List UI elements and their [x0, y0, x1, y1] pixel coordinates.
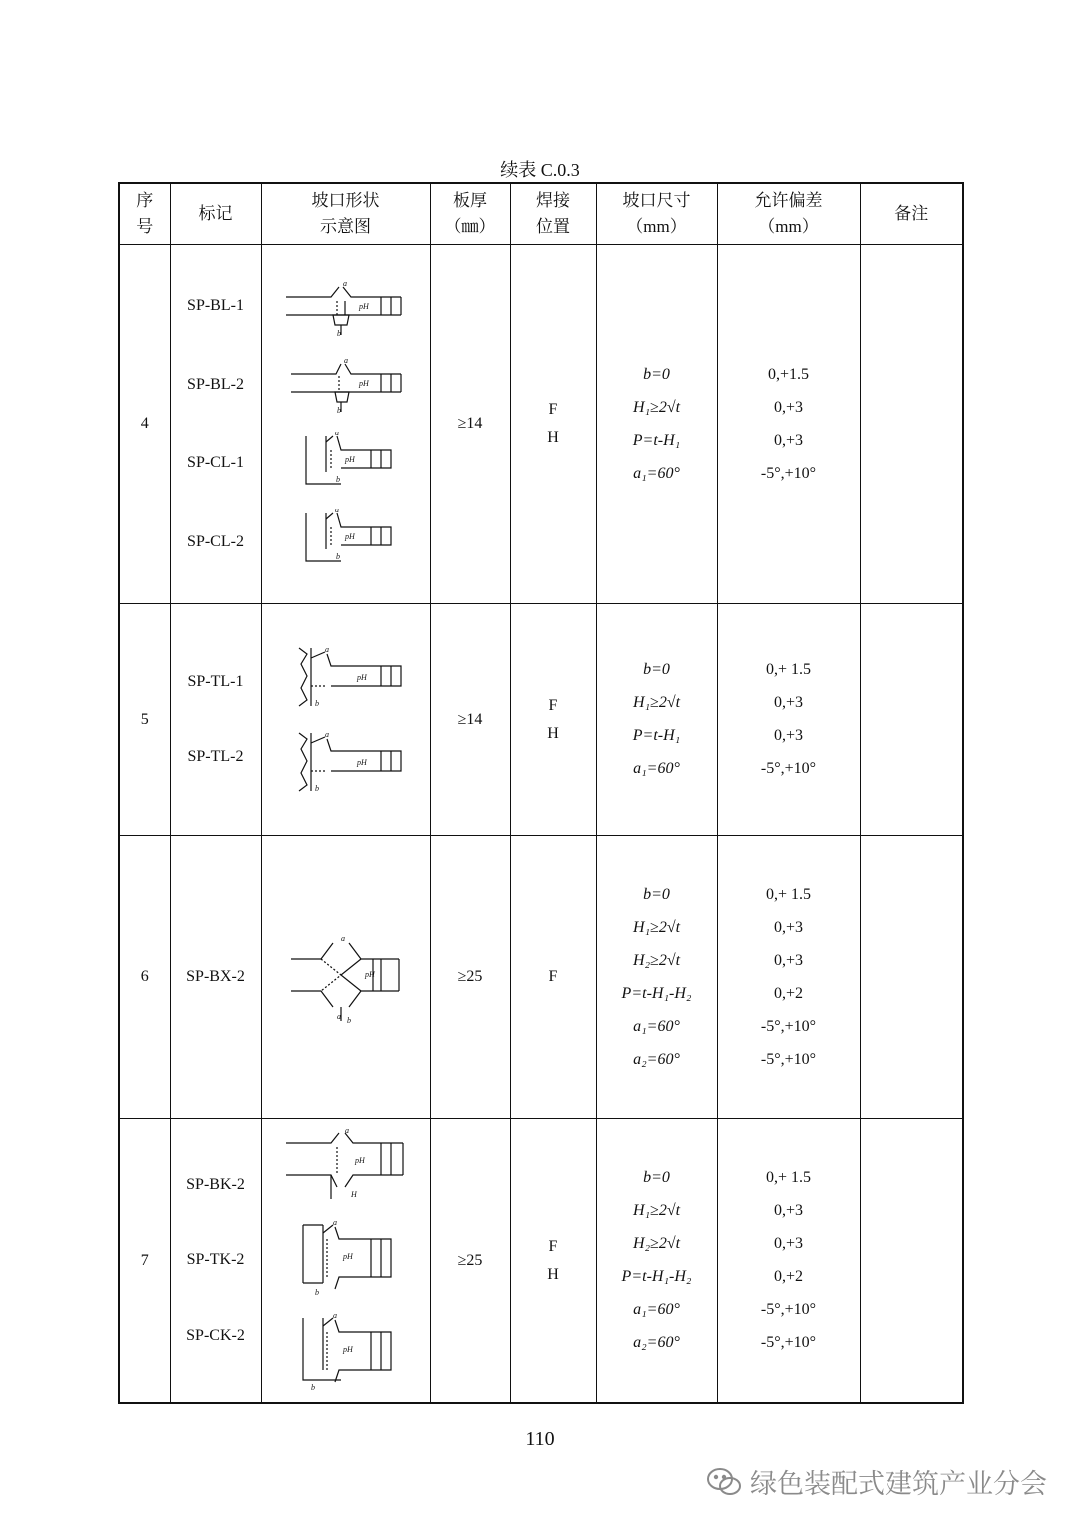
svg-text:pH: pH	[344, 531, 355, 541]
thickness-cell: ≥14	[430, 604, 510, 836]
svg-text:a: a	[334, 432, 339, 438]
svg-text:b: b	[335, 475, 340, 485]
seq-cell: 6	[119, 836, 170, 1119]
thickness-cell: ≥25	[430, 836, 510, 1119]
shape-cell	[261, 245, 430, 604]
mark-label: SP-CL-1	[187, 454, 244, 472]
tolerance-cell: 0,+1.5 0,+3 0,+3 -5°,+10°	[717, 245, 860, 604]
svg-text:b: b	[346, 1016, 351, 1025]
mark-cell	[170, 245, 261, 604]
groove-sketch-ck2	[281, 1312, 411, 1392]
mark-cell	[170, 1119, 261, 1404]
mark-label: SP-TL-1	[187, 672, 244, 690]
groove-sketch-tl2	[281, 729, 411, 795]
svg-text:a: a	[334, 508, 339, 514]
size-cell: b=0 H₁≥2√t P=t-H₁ a₁=60°	[596, 245, 717, 604]
svg-text:pH: pH	[358, 302, 369, 312]
mark-cell	[170, 604, 261, 836]
mark-label: SP-BX-2	[186, 968, 245, 985]
svg-text:b: b	[314, 698, 319, 708]
groove-sketch-tk2	[281, 1219, 411, 1299]
svg-text:a: a	[342, 279, 347, 289]
svg-text:pH: pH	[364, 970, 375, 979]
groove-sketch-bk2	[281, 1129, 411, 1207]
svg-text:b: b	[310, 1382, 315, 1392]
header-row	[119, 183, 963, 245]
svg-text:b: b	[336, 405, 341, 415]
svg-text:a: a	[324, 730, 329, 740]
svg-text:pH: pH	[344, 455, 355, 465]
size-cell: b=0 H₁≥2√t H₂≥2√t P=t-H₁-H₂ a₁=60° a₂=60°	[596, 836, 717, 1119]
svg-text:b: b	[335, 551, 340, 561]
groove-sketch-cl2	[281, 509, 411, 569]
svg-text:pH: pH	[356, 672, 367, 682]
header-shape: 坡口形状 示意图	[261, 183, 430, 245]
shape-cell	[261, 836, 430, 1119]
position-cell: F H	[510, 245, 596, 604]
header-tolerance: 允许偏差 （mm）	[717, 183, 860, 245]
groove-table	[118, 182, 964, 1404]
svg-text:H: H	[350, 1190, 357, 1200]
position-cell: F	[510, 836, 596, 1119]
position-cell: F H	[510, 1119, 596, 1404]
seq-cell: 5	[119, 604, 170, 836]
remark-cell	[860, 836, 963, 1119]
groove-sketch-cl1	[281, 432, 411, 492]
groove-sketch-bl1	[281, 279, 411, 339]
svg-text:b: b	[314, 1288, 319, 1298]
thickness-cell: ≥25	[430, 1119, 510, 1404]
header-size: 坡口尺寸 （mm）	[596, 183, 717, 245]
header-seq: 序 号	[119, 183, 170, 245]
position-cell: F H	[510, 604, 596, 836]
groove-sketch-bl2	[281, 356, 411, 416]
table-row	[119, 245, 963, 604]
mark-label: SP-BL-2	[187, 375, 244, 393]
wechat-icon	[706, 1467, 742, 1497]
svg-text:b: b	[336, 329, 341, 339]
remark-cell	[860, 604, 963, 836]
table-row	[119, 836, 963, 1119]
tolerance-cell: 0,+ 1.5 0,+3 0,+3 -5°,+10°	[717, 604, 860, 836]
watermark-text: 绿色装配式建筑产业分会	[750, 1469, 1047, 1500]
svg-text:pH: pH	[342, 1252, 353, 1262]
shape-cell	[261, 1119, 430, 1404]
svg-text:a: a	[344, 1129, 349, 1136]
svg-text:pH: pH	[342, 1344, 353, 1354]
svg-text:b: b	[314, 784, 319, 794]
tolerance-cell: 0,+ 1.5 0,+3 0,+3 0,+2 -5°,+10° -5°,+10°	[717, 836, 860, 1119]
seq-cell: 4	[119, 245, 170, 604]
svg-text:a: a	[332, 1219, 337, 1228]
watermark	[706, 1462, 1047, 1501]
mark-label: SP-TL-2	[187, 748, 244, 766]
seq-cell: 7	[119, 1119, 170, 1404]
header-remark: 备注	[860, 183, 963, 245]
mark-label: SP-CL-2	[187, 532, 244, 550]
groove-sketch-tl1	[281, 644, 411, 710]
table-row	[119, 1119, 963, 1404]
mark-label: SP-BL-1	[187, 297, 244, 315]
table-row	[119, 604, 963, 836]
svg-text:a: a	[332, 1311, 337, 1320]
mark-label: SP-CK-2	[186, 1327, 245, 1345]
svg-text:pH: pH	[354, 1156, 365, 1166]
table-caption: 续表 C.0.3	[500, 160, 580, 180]
remark-cell	[860, 245, 963, 604]
size-cell: b=0 H₁≥2√t P=t-H₁ a₁=60°	[596, 604, 717, 836]
mark-cell	[170, 836, 261, 1119]
header-thickness: 板厚 （㎜）	[430, 183, 510, 245]
size-cell: b=0 H₁≥2√t H₂≥2√t P=t-H₁-H₂ a₁=60° a₂=60°	[596, 1119, 717, 1404]
shape-cell	[261, 604, 430, 836]
svg-text:a: a	[340, 934, 345, 943]
page-number: 110	[525, 1428, 555, 1450]
svg-text:pH: pH	[358, 378, 369, 388]
svg-text:pH: pH	[356, 758, 367, 768]
mark-label: SP-TK-2	[186, 1251, 245, 1269]
header-mark: 标记	[170, 183, 261, 245]
svg-text:a: a	[336, 1012, 341, 1021]
thickness-cell: ≥14	[430, 245, 510, 604]
mark-label: SP-BK-2	[186, 1175, 245, 1193]
tolerance-cell: 0,+ 1.5 0,+3 0,+3 0,+2 -5°,+10° -5°,+10°	[717, 1119, 860, 1404]
svg-text:a: a	[324, 644, 329, 654]
remark-cell	[860, 1119, 963, 1404]
svg-text:a: a	[343, 355, 348, 365]
groove-sketch-bx2	[281, 929, 411, 1025]
header-position: 焊接 位置	[510, 183, 596, 245]
